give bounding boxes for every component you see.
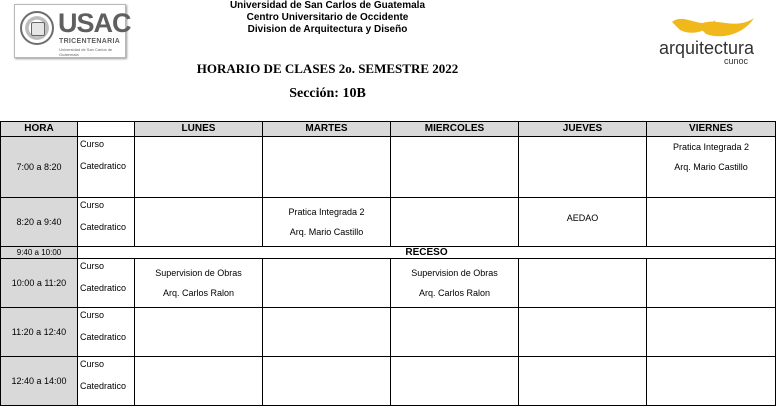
table-header-row (1, 122, 776, 137)
header-miercoles: MIERCOLES (391, 122, 519, 137)
row-label (78, 137, 135, 198)
schedule-table (0, 121, 776, 406)
schedule-cell (263, 357, 391, 406)
time-slot: 7:00 a 8:20 (1, 137, 78, 198)
usac-logo-word: USAC (58, 8, 131, 38)
schedule-cell (263, 259, 391, 308)
usac-logo (14, 4, 131, 58)
schedule-cell (391, 198, 519, 247)
page-title: HORARIO DE CLASES 2o. SEMESTRE 2022 (196, 61, 459, 76)
header-lunes: LUNES (135, 122, 263, 137)
table-row (1, 259, 776, 308)
table-row (1, 198, 776, 247)
schedule-cell (391, 137, 519, 198)
usac-logo-caption: Universidad de San Carlos de Guatemala (59, 47, 113, 57)
center-name: Centro Universitario de Occidente (246, 12, 409, 23)
schedule-cell (647, 198, 776, 247)
time-slot: 10:00 a 11:20 (1, 259, 78, 308)
course-name: Pratica Integrada 2 (672, 142, 750, 152)
schedule-cell (263, 137, 391, 198)
row-label (78, 198, 135, 247)
teacher-label: Catedratico (80, 283, 127, 293)
header-hora: HORA (1, 122, 78, 137)
teacher-name: Arq. Carlos Ralon (418, 288, 491, 298)
course-name: Supervision de Obras (411, 268, 498, 278)
division-name: Division de Arquitectura y Diseño (247, 24, 408, 35)
schedule-cell (647, 259, 776, 308)
schedule-cell (647, 137, 776, 198)
section-label: Sección: 10B (289, 86, 366, 101)
row-label (78, 357, 135, 406)
recess-row (1, 247, 776, 259)
schedule-cell (263, 308, 391, 357)
header-martes: MARTES (263, 122, 391, 137)
schedule-cell (647, 308, 776, 357)
table-row (1, 357, 776, 406)
course-name: AEDAO (566, 213, 599, 223)
arquitectura-logo-word: arquitectura (659, 38, 755, 58)
institution-header (200, 0, 455, 36)
course-label: Curso (80, 310, 105, 320)
teacher-label: Catedratico (80, 222, 127, 232)
header-viernes: VIERNES (647, 122, 776, 137)
recess-time: 9:40 a 10:00 (1, 247, 78, 259)
time-slot: 8:20 a 9:40 (1, 198, 78, 247)
schedule-cell (519, 137, 647, 198)
schedule-cell (135, 308, 263, 357)
time-slot: 12:40 a 14:00 (1, 357, 78, 406)
schedule-cell (135, 198, 263, 247)
schedule-cell (519, 308, 647, 357)
teacher-name: Arq. Mario Castillo (289, 227, 364, 237)
schedule-cell (135, 259, 263, 308)
row-label (78, 308, 135, 357)
schedule-cell (135, 137, 263, 198)
schedule-cell (391, 308, 519, 357)
university-name: Universidad de San Carlos de Guatemala (229, 0, 426, 11)
schedule-cell (391, 259, 519, 308)
header-blank (78, 122, 135, 137)
usac-seal-icon (20, 11, 54, 45)
course-name: Supervision de Obras (155, 268, 242, 278)
schedule-cell (135, 357, 263, 406)
arquitectura-logo-sub: cunoc (724, 56, 749, 66)
recess-label: RECESO (78, 247, 776, 259)
time-slot: 11:20 a 12:40 (1, 308, 78, 357)
teacher-label: Catedratico (80, 161, 127, 171)
schedule-cell (647, 357, 776, 406)
usac-logo-subtitle: TRICENTENARIA (59, 38, 121, 45)
row-label (78, 259, 135, 308)
schedule-cell (519, 357, 647, 406)
course-name: Pratica Integrada 2 (288, 207, 365, 217)
teacher-name: Arq. Carlos Ralon (162, 288, 235, 298)
course-label: Curso (80, 359, 105, 369)
table-row (1, 308, 776, 357)
course-label: Curso (80, 139, 105, 149)
teacher-name: Arq. Mario Castillo (674, 162, 748, 172)
teacher-label: Catedratico (80, 332, 127, 342)
schedule-cell (519, 259, 647, 308)
schedule-cell (391, 357, 519, 406)
course-label: Curso (80, 261, 105, 271)
table-row (1, 137, 776, 198)
schedule-cell (263, 198, 391, 247)
header-jueves: JUEVES (519, 122, 647, 137)
course-label: Curso (80, 200, 105, 210)
teacher-label: Catedratico (80, 381, 127, 391)
schedule-cell (519, 198, 647, 247)
